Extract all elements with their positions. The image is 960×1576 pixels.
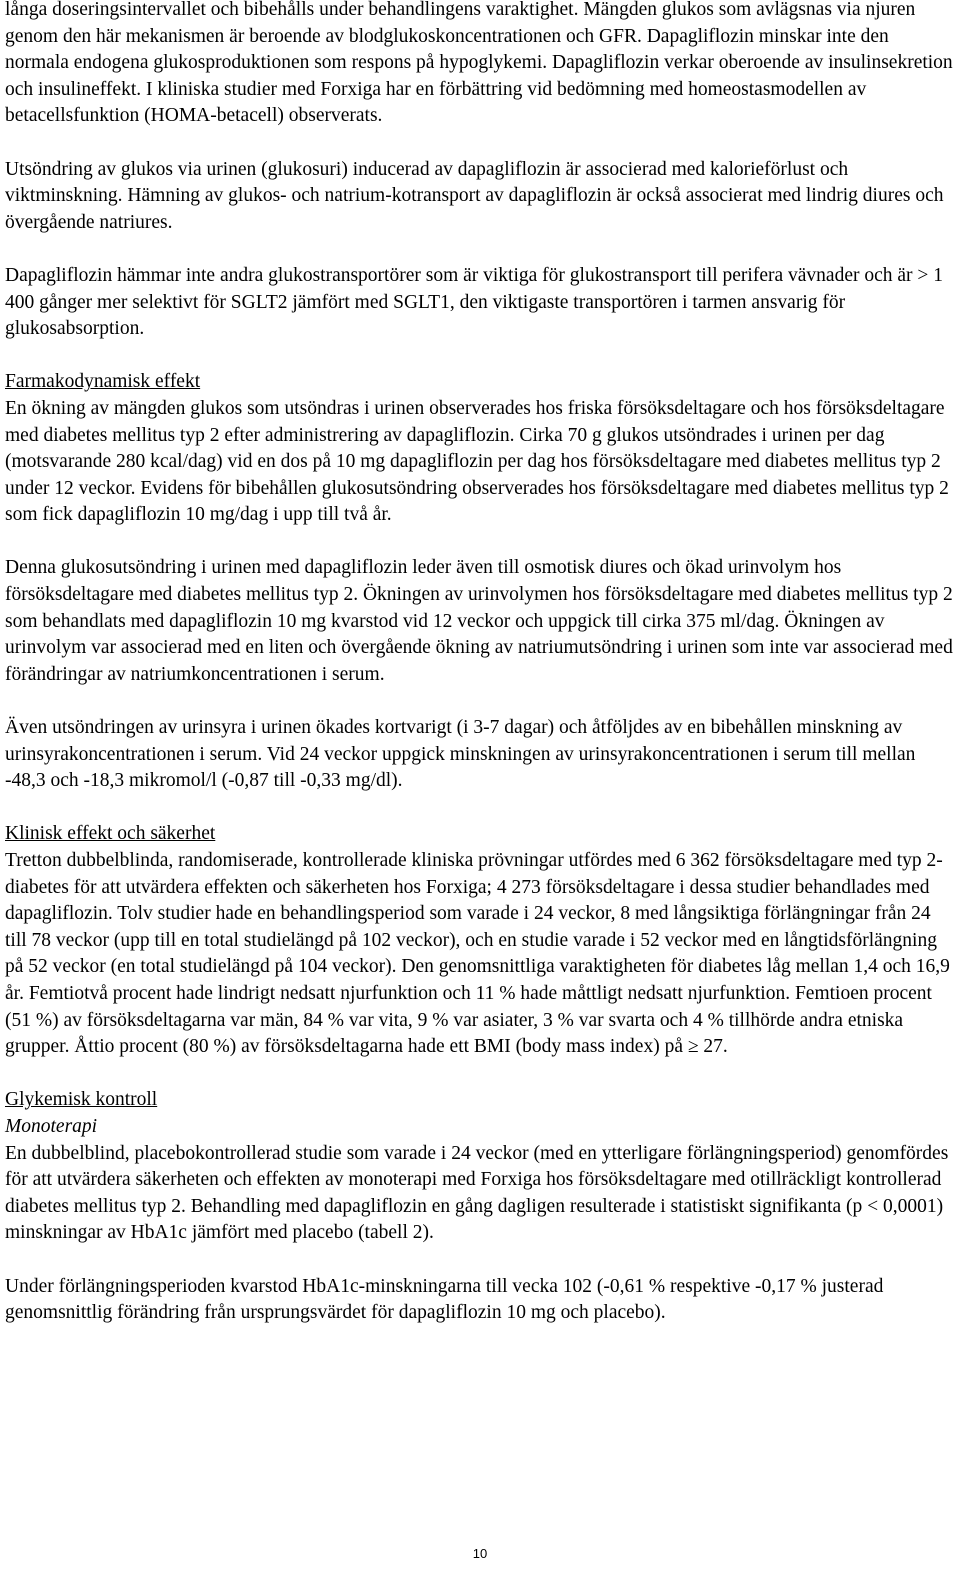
- section-heading-glykemisk: Glykemisk kontroll: [5, 1089, 158, 1111]
- paragraph-extension: Under förlängningsperioden kvarstod HbA1c-minskningarna till vecka 102 (-0,61 % respektive -0,17 % justerad genomsnittlig förändring från ursprungsvärdet för dapagliflozin 10 mg och placebo).: [5, 1275, 884, 1324]
- subsection-heading-monoterapi: Monoterapi: [5, 1115, 98, 1137]
- document-page: [5, 0, 957, 1327]
- section-heading-farmakodynamisk: Farmakodynamisk effekt: [5, 371, 201, 393]
- section-heading-klinisk: Klinisk effekt och säkerhet: [5, 823, 216, 845]
- paragraph-monotherapy: En dubbelblind, placebokontrollerad studie som varade i 24 veckor (med en ytterligare förlängningsperiod) genomfördes för att utvärdera säkerheten och effekten av monoterapi med Forxiga hos försöksdeltagare med otillräckligt kontrollerad diabetes mellitus typ 2. Behandling med dapagliflozin en gång dagligen resulterade i statistiskt signifikanta (p < 0,0001) minskningar av HbA1c jämfört med placebo (tabell 2).: [5, 1142, 949, 1244]
- paragraph-glucose-excretion: En ökning av mängden glukos som utsöndras i urinen observerades hos friska försöksdeltagare och hos försöksdeltagare med diabetes mellitus typ 2 efter administrering av dapagliflozin. Cirka 70 g glukos utsöndrades i urinen per dag (motsvarande 280 kcal/dag) vid en dos på 10 mg dapagliflozin per dag hos försöksdeltagare med diabetes mellitus typ 2 under 12 veckor. Evidens för bibehållen glukosutsöndring observerades hos försöksdeltagare med diabetes mellitus typ 2 som fick dapagliflozin 10 mg/dag i upp till två år.: [5, 397, 949, 526]
- page-number: 10: [472, 1546, 488, 1561]
- paragraph-urine-volume: Denna glukosutsöndring i urinen med dapagliflozin leder även till osmotisk diures och ökad urinvolym hos försöksdeltagare med diabetes mellitus typ 2. Ökningen av urinvolymen hos försöksdeltagare med diabetes mellitus typ 2 som behandlats med dapagliflozin 10 mg kvarstod vid 12 veckor och uppgick till cirka 375 ml/dag. Ökningen av urinvolym var associerad med en liten och övergående ökning av natriumutsöndring i urinen som inte var associerad med förändringar av natriumkoncentrationen i serum.: [5, 557, 953, 685]
- paragraph-clinical-trials: Tretton dubbelblinda, randomiserade, kontrollerade kliniska prövningar utfördes med 6 362 försöksdeltagare med typ 2-diabetes för att utvärdera effekten och säkerheten hos Forxiga; 4 273 försöksdeltagare i dessa studier behandlades med dapagliflozin. Tolv studier hade en behandlingsperiod som varade i 24 veckor, 8 med långsiktiga förlängningar från 24 till 78 veckor (upp till en total studielängd på 102 veckor), och en studie varade i 52 veckor med en långtidsförlängning på 52 veckor (en total studielängd på 104 veckor). Den genomsnittliga varaktigheten för diabetes låg mellan 1,4 och 16,9 år. Femtiotvå procent hade lindrigt nedsatt njurfunktion och 11 % hade måttligt nedsatt njurfunktion. Femtioen procent (51 %) av försöksdeltagarna var män, 84 % var vita, 9 % var asiater, 3 % var svarta och 4 % tillhörde andra etniska grupper. Åttio procent (80 %) av försöksdeltagarna hade ett BMI (body mass index) på ≥ 27.: [5, 850, 950, 1058]
- paragraph-uric-acid: Även utsöndringen av urinsyra i urinen ökades kortvarigt (i 3-7 dagar) och åtföljdes av en bibehållen minskning av urinsyrakoncentrationen i serum. Vid 24 veckor uppgick minskningen av urinsyrakoncentrationen i serum till mellan -48,3 och -18,3 mikromol/l (-0,87 till -0,33 mg/dl).: [5, 717, 916, 792]
- paragraph-selectivity: Dapagliflozin hämmar inte andra glukostransportörer som är viktiga för glukostransport till perifera vävnader och är > 1 400 gånger mer selektivt för SGLT2 jämfört med SGLT1, den viktigaste transportören i tarmen ansvarig för glukosabsorption.: [5, 264, 944, 340]
- paragraph-mechanism: långa doseringsintervallet och bibehålls under behandlingens varaktighet. Mängden glukos som avlägsnas via njuren genom den här mekanismen är beroende av blodglukoskoncentrationen och GFR. Dapagliflozin minskar inte den normala endogena glukosproduktionen som respons på hypoglykemi. Dapagliflozin verkar oberoende av insulinsekretion och insulineffekt. I kliniska studier med Forxiga har en förbättring vid bedömning med homeostasmodellen av betacellsfunktion (HOMA-betacell) observerats.: [5, 0, 953, 127]
- paragraph-glucosuria: Utsöndring av glukos via urinen (glukosuri) inducerad av dapagliflozin är associerad med kalorieförlust och viktminskning. Hämning av glukos- och natrium-kotransport av dapagliflozin är också associerat med lindrig diures och övergående natriures.: [5, 158, 944, 233]
